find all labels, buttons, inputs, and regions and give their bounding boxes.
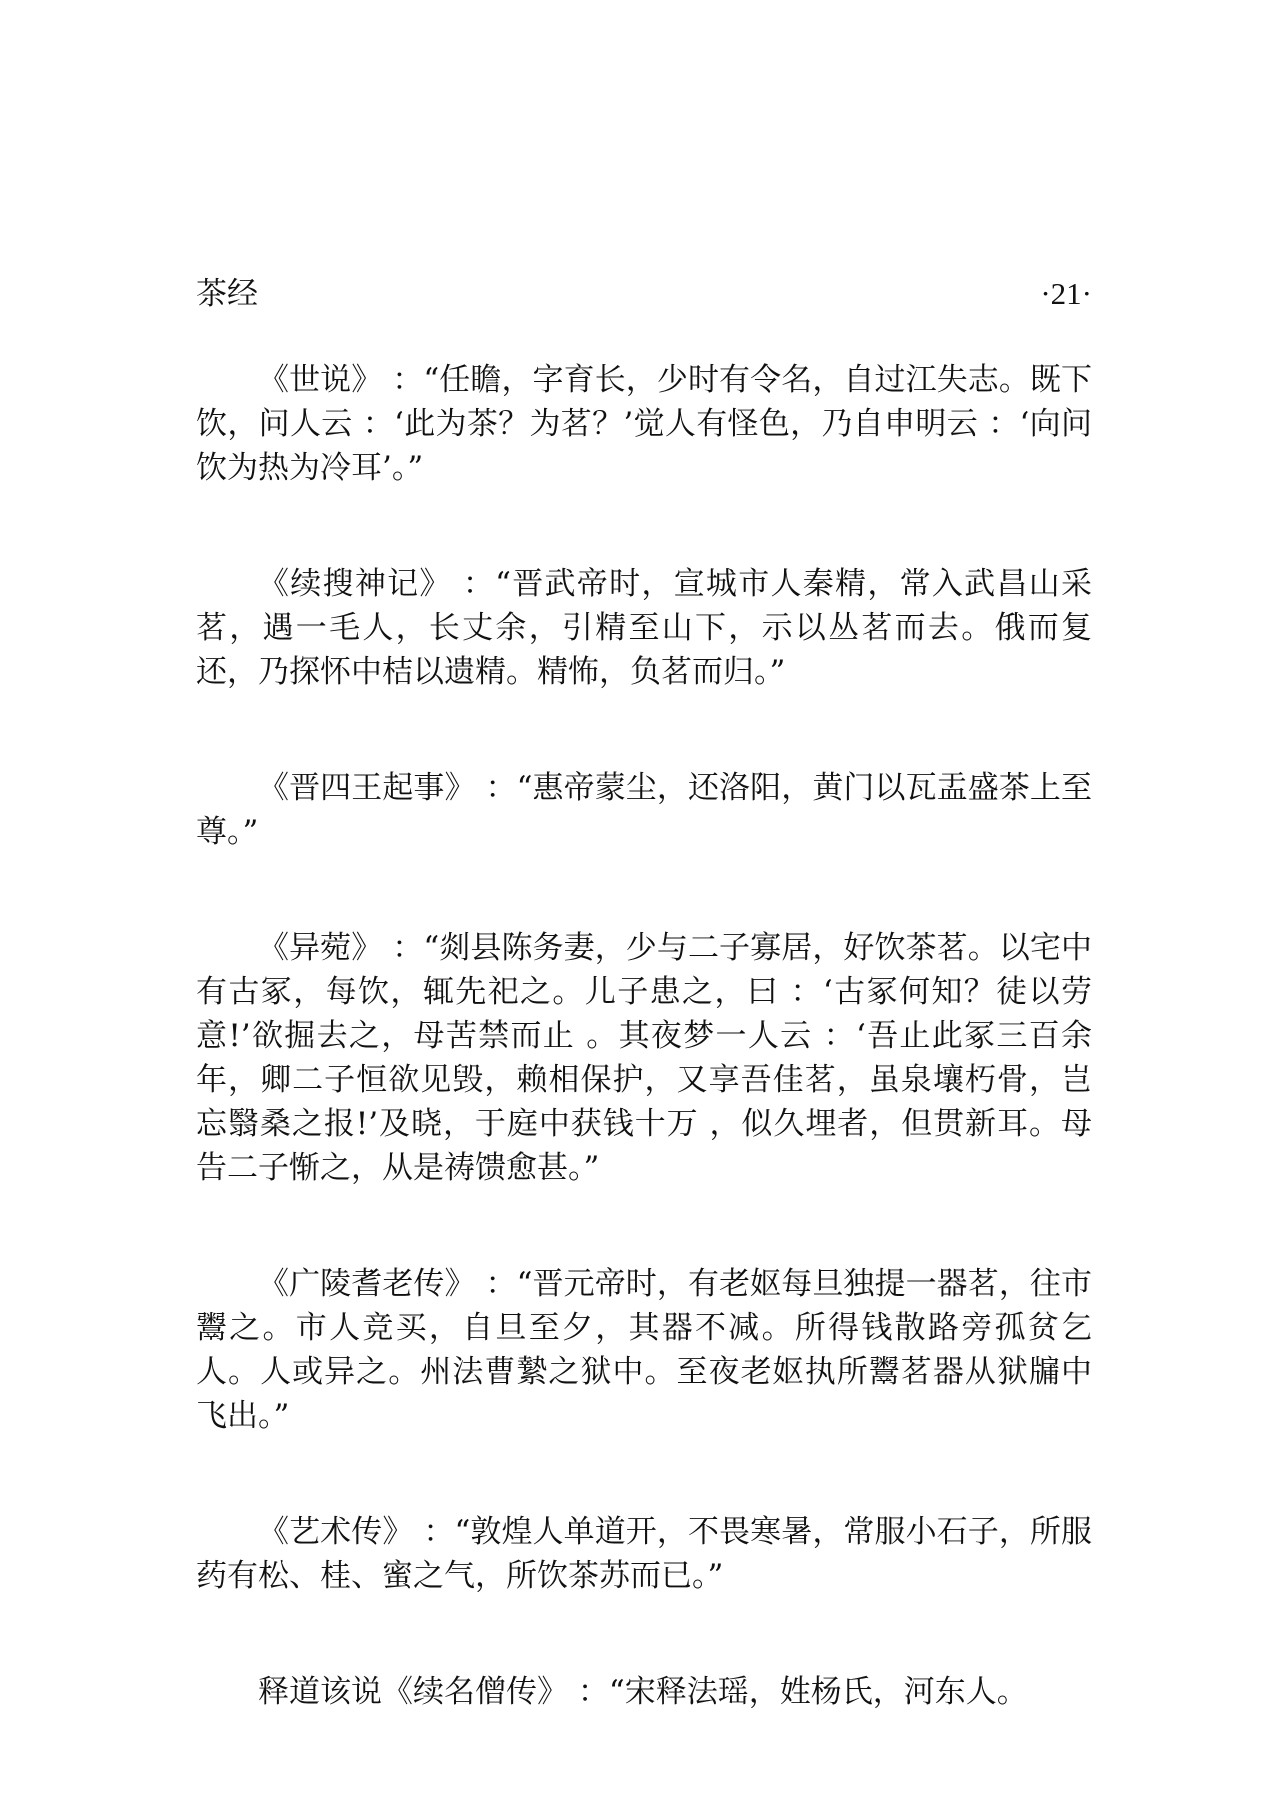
- paragraph: 释道该说《续名僧传》 ：“宋释法瑶，姓杨氏，河东人。: [258, 1674, 1028, 1710]
- paragraph: 《晋四王起事》 ：“惠帝蒙尘，还洛阳，黄门以瓦盂盛茶上至尊。”: [196, 770, 1092, 850]
- paragraph: 《广陵耆老传》 ：“晋元帝时，有老妪每旦独提一器茗，往市鬻之。市人竞买，自旦至夕，其器不减。所得钱散路旁孤贫乞人。人或异之。州法曹縶之狱中。至夜老妪执所鬻茗器从狱牖中飞出。”: [196, 1266, 1092, 1434]
- page-number: ·21·: [1040, 276, 1092, 311]
- paragraph: 《世说》 ：“任瞻，字育长，少时有令名，自过江失志。既下饮，问人云 ：‘此为茶？为茗？’觉人有怪色，乃自申明云 ：‘向问饮为热为冷耳’。”: [196, 362, 1092, 486]
- running-header: [196, 270, 1092, 318]
- paragraph: 《异菀》 ：“剡县陈务妻，少与二子寡居，好饮茶茗。以宅中有古冢，每饮，辄先祀之。儿子患之，曰 ：‘古冢何知？徒以劳意!’欲掘去之，母苦禁而止 。其夜梦一人云 ：‘吾止此冢三百余年，卿二子恒欲见毁，赖相保护，又享吾佳茗，虽泉壤朽骨，岂忘翳桑之报!’及晓，于庭中获钱十万 ，似久埋者，但贯新耳。母告二子惭之，从是祷馈愈甚。”: [196, 930, 1092, 1186]
- paragraph: 《续搜神记》 ：“晋武帝时，宣城市人秦精，常入武昌山采茗，遇一毛人，长丈余，引精至山下，示以丛茗而去。俄而复还，乃探怀中桔以遗精。精怖，负茗而归。”: [196, 566, 1092, 690]
- paragraph: 《艺术传》 ：“敦煌人单道开，不畏寒暑，常服小石子，所服药有松、桂、蜜之气，所饮茶苏而已。”: [196, 1514, 1092, 1594]
- page-body: [196, 358, 1092, 1714]
- book-page: [196, 270, 1092, 1786]
- book-title: 茶经: [196, 276, 258, 312]
